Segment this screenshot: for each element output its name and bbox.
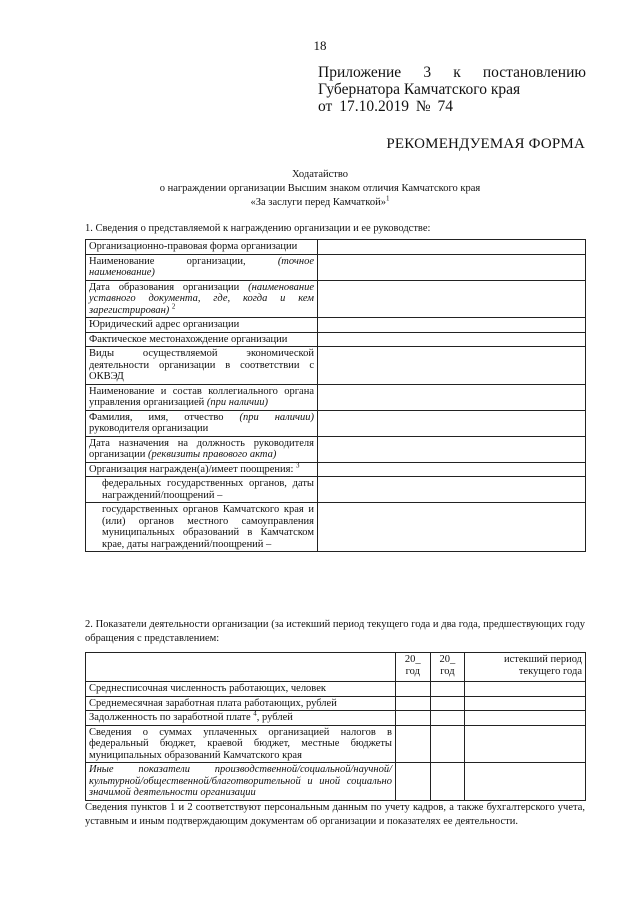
row-label-cell: [86, 318, 318, 333]
row-value-cell[interactable]: [318, 318, 586, 333]
heading-subtitle: о награждении организации Высшим знаком отличия Камчатского края: [159, 183, 481, 194]
row-label-note: (при наличии): [206, 397, 269, 408]
row-label: Среднемесячная заработная плата работающих, рублей: [89, 697, 337, 709]
table-row: [86, 384, 586, 410]
document-heading: [0, 168, 640, 210]
row-value-cell[interactable]: [318, 347, 586, 385]
appendix-resolution-word: постановлению: [482, 64, 586, 81]
table-row: [86, 240, 586, 255]
row-label-cell: [86, 384, 318, 410]
appendix-word: Приложение: [318, 64, 402, 81]
row-label: Сведения о суммах уплаченных организацией налогов в федеральный бюджет, краевой бюджет, местные бюджеты муниципальных образований Камчатского края: [89, 726, 392, 761]
row-label-continuation: руководителя организации: [89, 423, 209, 434]
row-label-cell: [86, 240, 318, 255]
header-year-2: 20_ год: [430, 653, 465, 682]
footer-note: Сведения пунктов 1 и 2 соответствуют персональным данным по учету кадров, а также бухгалтерского учета, уставным и иным подтверждающим документам об организации и показателях ее деятельности.: [85, 802, 585, 827]
appendix-line-1: [318, 64, 586, 81]
value-cell[interactable]: [465, 725, 586, 763]
appendix-preposition: к: [453, 64, 461, 81]
row-label-cell: [86, 763, 396, 801]
row-value-cell[interactable]: [318, 436, 586, 462]
row-label-cell: [86, 503, 318, 552]
header-empty-cell: [86, 653, 396, 682]
row-label-cell: [86, 254, 318, 280]
row-label-cell: [86, 725, 396, 763]
table-row: [86, 682, 586, 697]
value-cell[interactable]: [430, 725, 465, 763]
row-label-note: (точное наименование): [89, 255, 314, 278]
table-row: [86, 347, 586, 385]
row-value-cell[interactable]: [318, 240, 586, 255]
recommended-form-label: РЕКОМЕНДУЕМАЯ ФОРМА: [386, 136, 585, 152]
row-value-cell[interactable]: [318, 462, 586, 477]
value-cell[interactable]: [465, 696, 586, 711]
row-label: Организация награжден(а)/имеет поощрения:: [89, 463, 294, 475]
appendix-line-3: от 17.10.2019 № 74: [318, 98, 453, 115]
table-row: [86, 436, 586, 462]
section-2-title: 2. Показатели деятельности организации (за истекший период текущего года и два года, предшествующих году обращения с представлением:: [85, 619, 585, 644]
header-current-period: истекший период текущего года: [465, 653, 586, 682]
row-label: Наименование организации,: [89, 255, 246, 267]
row-label: Дата назначения на должность руководителя организации: [89, 437, 314, 460]
row-label: федеральных государственных органов, даты награждений/поощрений –: [102, 478, 314, 501]
table-row: [86, 477, 586, 503]
footnote-marker: 1: [385, 194, 390, 203]
row-label-cell: [86, 462, 318, 477]
table-header-row: [86, 653, 586, 682]
row-label-note: (реквизиты правового акта): [148, 449, 277, 460]
table-row: [86, 410, 586, 436]
value-cell[interactable]: [396, 725, 431, 763]
row-label-cell: [86, 410, 318, 436]
value-cell[interactable]: [430, 763, 465, 801]
row-value-cell[interactable]: [318, 503, 586, 552]
row-label: Наименование и состав коллегиального органа управления организацией: [89, 385, 314, 408]
value-cell[interactable]: [396, 696, 431, 711]
row-label-cell: [86, 477, 318, 503]
row-label-note: (наименование уставного документа, где, когда и кем зарегистрирован): [89, 281, 315, 316]
footnote-marker: 3: [296, 461, 300, 469]
row-label-cell: [86, 711, 396, 726]
value-cell[interactable]: [396, 763, 431, 801]
row-value-cell[interactable]: [318, 332, 586, 347]
row-value-cell[interactable]: [318, 410, 586, 436]
header-year-1: 20_ год: [396, 653, 431, 682]
table-row: [86, 332, 586, 347]
footnote-marker: 4: [253, 709, 257, 718]
row-label-cell: [86, 280, 318, 318]
table-row: [86, 696, 586, 711]
row-label: Фамилия, имя, отчество: [89, 411, 224, 423]
value-cell[interactable]: [465, 711, 586, 726]
row-label: Дата образования организации: [89, 281, 240, 293]
footnote-marker: 2: [171, 302, 176, 310]
row-label-continuation: , рублей: [256, 712, 293, 723]
row-value-cell[interactable]: [318, 280, 586, 318]
row-label-cell: [86, 682, 396, 697]
row-label-note: Иные показатели производственной/социальной/научной/культурной/общественной/благотворительной и иной социально значимой деятельности организации: [89, 764, 392, 798]
row-label: государственных органов Камчатского края и (или) органов местного самоуправления муниципальных образований в Камчатском крае, даты награждений/поощрений –: [102, 504, 314, 550]
table-row: [86, 711, 586, 726]
table-row: [86, 462, 586, 477]
value-cell[interactable]: [396, 682, 431, 697]
heading-award-name: [0, 196, 640, 210]
row-value-cell[interactable]: [318, 384, 586, 410]
table-row: [86, 763, 586, 801]
value-cell[interactable]: [465, 682, 586, 697]
row-label-note: (при наличии): [239, 411, 315, 423]
row-label: Виды осуществляемой экономической деятельности организации в соответствии с ОКВЭД: [89, 348, 314, 382]
table-row: [86, 503, 586, 552]
row-label-cell: [86, 347, 318, 385]
heading-title: Ходатайство: [292, 169, 348, 180]
value-cell[interactable]: [465, 763, 586, 801]
row-label-cell: [86, 436, 318, 462]
award-name-text: «За заслуги перед Камчаткой»: [250, 197, 386, 208]
page-number: 18: [313, 38, 327, 53]
row-label: Задолженность по заработной плате: [89, 712, 251, 723]
organization-info-table: [85, 239, 586, 552]
appendix-block: [318, 64, 586, 115]
indicators-table: [85, 652, 586, 801]
table-row: [86, 318, 586, 333]
value-cell[interactable]: [430, 682, 465, 697]
row-label-cell: [86, 696, 396, 711]
value-cell[interactable]: [430, 696, 465, 711]
table-row: [86, 725, 586, 763]
table-row: [86, 280, 586, 318]
row-label: Фактическое местонахождение организации: [89, 333, 288, 345]
row-label: Среднесписочная численность работающих, человек: [89, 683, 326, 694]
value-cell[interactable]: [430, 711, 465, 726]
row-value-cell[interactable]: [318, 254, 586, 280]
section-1-title: 1. Сведения о представляемой к награждению организации и ее руководстве:: [85, 223, 431, 234]
row-label-cell: [86, 332, 318, 347]
value-cell[interactable]: [396, 711, 431, 726]
table-row: [86, 254, 586, 280]
appendix-line-2: Губернатора Камчатского края: [318, 81, 521, 98]
row-value-cell[interactable]: [318, 477, 586, 503]
row-label: Организационно-правовая форма организации: [89, 241, 298, 252]
appendix-number: 3: [423, 64, 432, 81]
row-label: Юридический адрес организации: [89, 319, 240, 330]
